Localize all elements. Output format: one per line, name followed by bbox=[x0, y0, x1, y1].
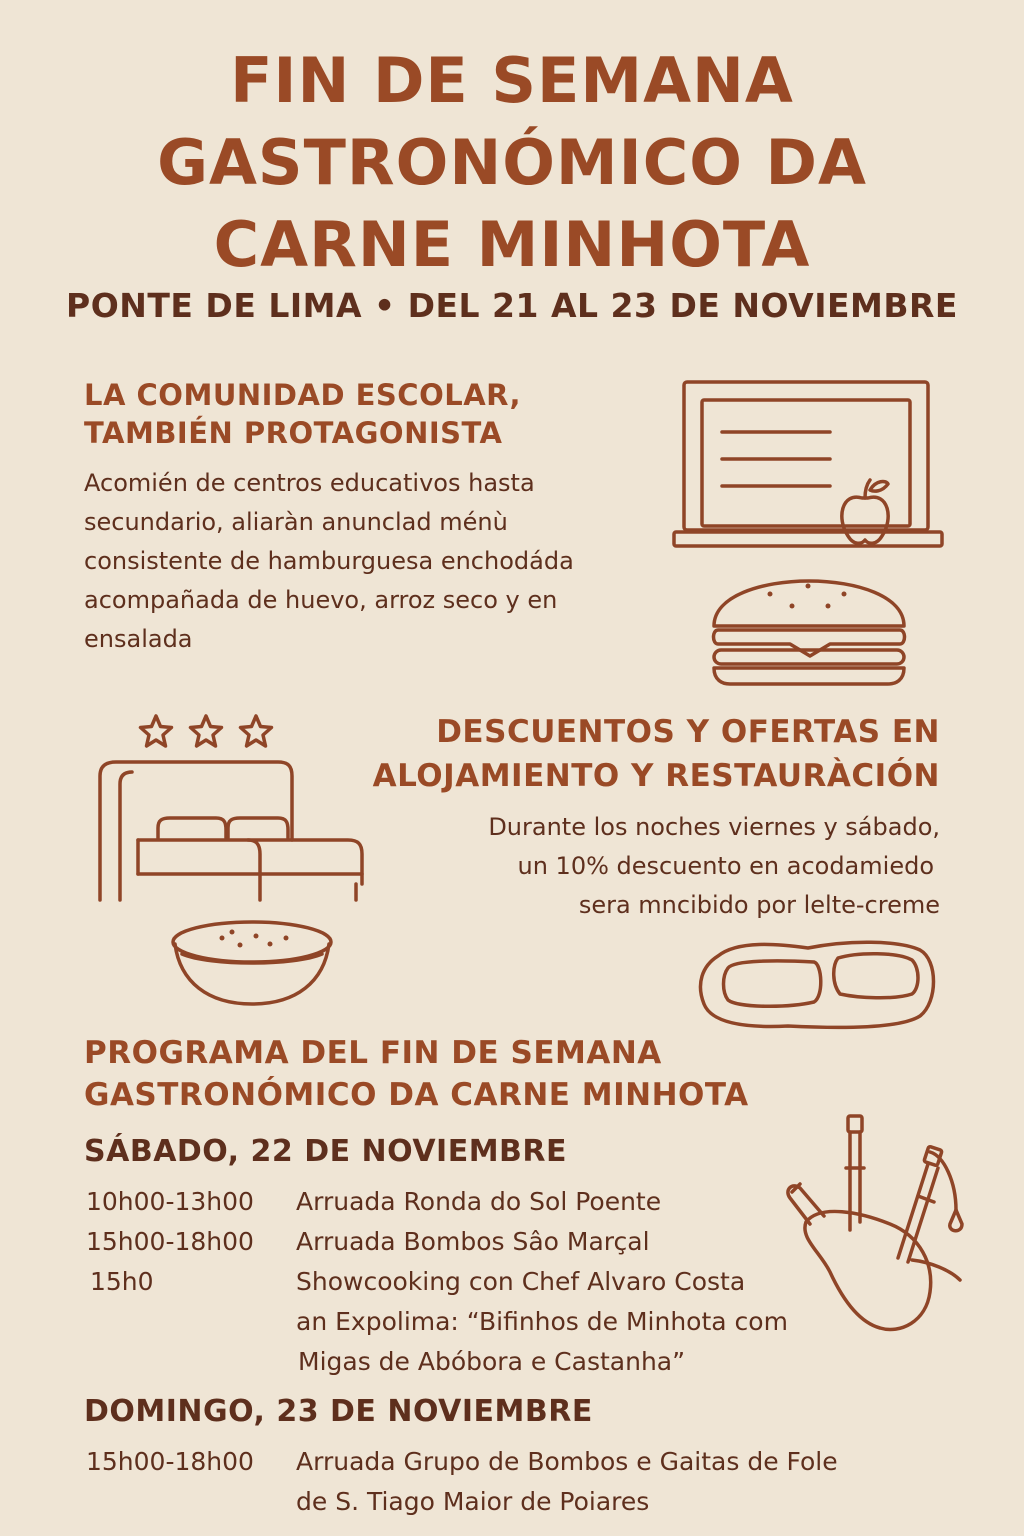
heading-line: PROGRAMA DEL FIN DE SEMANA bbox=[84, 1035, 662, 1071]
sunday-heading: DOMINGO, 23 DE NOVIEMBRE bbox=[84, 1394, 593, 1429]
schedule-row bbox=[86, 1482, 966, 1522]
steak-icon bbox=[698, 938, 938, 1032]
schedule-row bbox=[86, 1222, 866, 1262]
schedule-time: 10h00-13h00 bbox=[86, 1187, 254, 1216]
section-discounts-body bbox=[330, 808, 940, 925]
schedule-desc: de S. Tiago Maior de Poiares bbox=[296, 1487, 650, 1516]
saturday-heading: SÁBADO, 22 DE NOVIEMBRE bbox=[84, 1134, 568, 1169]
section-school-body bbox=[84, 464, 664, 659]
title-line-2: GASTRONÓMICO DA bbox=[157, 126, 867, 199]
body-line: sera mncibido por lelte-creme bbox=[578, 891, 940, 919]
apple-icon bbox=[842, 480, 888, 543]
schedule-desc: Arruada Grupo de Bombos e Gaitas de Fole bbox=[296, 1447, 838, 1476]
body-line: Durante los noches viernes y sábado, bbox=[488, 813, 940, 841]
body-line: secundario, aliaràn anunclad ménù bbox=[84, 508, 508, 536]
title-line-3: CARNE MINHOTA bbox=[213, 208, 811, 281]
heading-line: LA COMUNIDAD ESCOLAR, bbox=[84, 378, 522, 412]
schedule-time: 15h00-18h00 bbox=[86, 1227, 254, 1256]
schedule-desc: Showcooking con Chef Alvaro Costa bbox=[296, 1267, 746, 1296]
bagpipe-icon bbox=[780, 1112, 972, 1344]
schedule-row bbox=[86, 1442, 966, 1482]
event-subtitle: PONTE DE LIMA • DEL 21 AL 23 DE NOVIEMBRE bbox=[66, 286, 958, 325]
section-discounts-heading bbox=[330, 710, 940, 798]
schedule-time: 15h0 bbox=[90, 1267, 154, 1296]
schedule-row bbox=[86, 1182, 866, 1222]
schedule-time: 15h00-18h00 bbox=[86, 1447, 254, 1476]
schedule-desc: Migas de Abóbora e Castanha” bbox=[298, 1347, 686, 1376]
bed-icon bbox=[98, 760, 364, 902]
stars-icon bbox=[138, 712, 274, 752]
schedule-row bbox=[86, 1342, 866, 1382]
heading-line: TAMBIÉN PROTAGONISTA bbox=[84, 416, 503, 450]
chalkboard-icon bbox=[672, 380, 944, 550]
saturday-schedule bbox=[86, 1182, 866, 1392]
schedule-desc: an Expolima: “Bifinhos de Minhota com bbox=[296, 1307, 788, 1336]
burger-icon bbox=[710, 574, 908, 688]
body-line: un 10% descuento en acodamiedo bbox=[517, 852, 934, 880]
bowl-icon bbox=[170, 918, 334, 1008]
page-title bbox=[0, 40, 1024, 286]
section-school-heading bbox=[84, 376, 664, 452]
schedule-row bbox=[86, 1302, 866, 1342]
body-line: acompañada de huevo, arroz seco y en bbox=[84, 586, 558, 614]
schedule-row bbox=[86, 1262, 866, 1302]
heading-line: ALOJAMIENTO Y RESTAURÀCIÓN bbox=[372, 758, 940, 794]
title-line-1: FIN DE SEMANA bbox=[230, 44, 794, 117]
schedule-desc: Arruada Ronda do Sol Poente bbox=[296, 1187, 662, 1216]
body-line: ensalada bbox=[84, 625, 193, 653]
section-school bbox=[84, 376, 664, 659]
heading-line: DESCUENTOS Y OFERTAS EN bbox=[436, 714, 940, 750]
sunday-schedule bbox=[86, 1442, 966, 1526]
heading-line: GASTRONÓMICO DA CARNE MINHOTA bbox=[84, 1077, 749, 1113]
body-line: Acomién de centros educativos hasta bbox=[84, 469, 535, 497]
body-line: consistente de hamburguesa enchodáda bbox=[84, 547, 574, 575]
section-discounts bbox=[330, 710, 940, 925]
program-heading bbox=[84, 1032, 844, 1116]
schedule-desc: Arruada Bombos Sâo Marçal bbox=[296, 1227, 650, 1256]
